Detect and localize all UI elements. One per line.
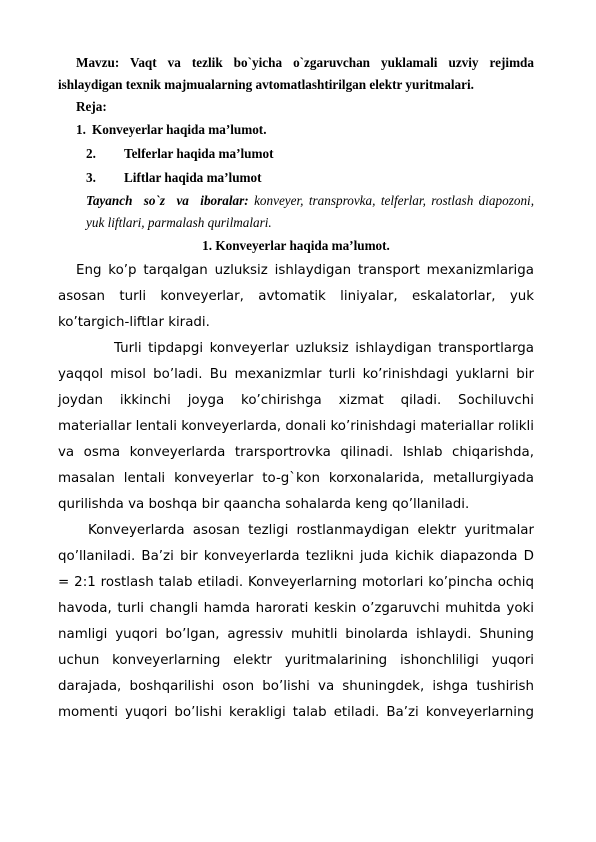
plan-item-label: Liftlar haqida ma’lumot <box>124 170 262 185</box>
topic-heading <box>58 52 534 96</box>
plan-item-2 <box>58 142 534 166</box>
plan-item-number: 2. <box>86 146 96 161</box>
keywords-text: konveyer, transprovka, telferlar, rostlash diapozoni, yuk liftlari, parmalash qurilmalari. <box>86 193 534 230</box>
section-heading: 1. Konveyerlar haqida ma’lumot. <box>202 238 390 253</box>
topic-line-1: Mavzu: Vaqt va tezlik bo`yicha o`zgaruvchan yuklamali uzviy rejimda <box>76 55 534 70</box>
keywords-label: Tayanch so`z va iboralar: <box>86 193 249 208</box>
plan-item-label: Konveyerlar haqida ma’lumot. <box>92 122 267 137</box>
plan-item-number: 3. <box>86 170 96 185</box>
plan-item-3 <box>58 166 534 190</box>
document-page <box>58 52 534 726</box>
plan-item-number: 1. <box>76 122 86 137</box>
plan-item-1 <box>58 118 534 142</box>
topic-line-2: ishlaydigan texnik majmualarning avtomatlashtirilgan elektr yuritmalari. <box>58 77 474 92</box>
plan-title: Reja: <box>76 99 107 114</box>
paragraph-3: Konveyerlarda asosan tezligi rostlanmaydigan elektr yuritmalar qo’llaniladi. Ba’zi bir konveyerlarda tezlikni juda kichik diapazonda D = 2:1 rostlash talab etiladi. Konveyerlarning motorlari ko’pincha ochiq havoda, turli changli hamda harorati keskin o’zgaruvchi muhitda yoki namligi yuqori bo’lgan, agressiv muhitli binolarda ishlaydi. Shuning uchun konveyerlarning elektr yuritmalarining ishonchliligi yuqori darajada, boshqarilishi oson bo’lishi va shuningdek, ishga tushirish momenti yuqori bo’lishi kerakligi talab etiladi. Ba’zi konveyerlarning <box>58 523 534 720</box>
keywords-block <box>86 190 534 234</box>
paragraph-2: Turli tipdapgi konveyerlar uzluksiz ishlaydigan transportlarga yaqqol misol bo’ladi. Bu mexanizmlar turli ko’rinishdagi yuklarni bir joydan ikkinchi joyga ko’chirishga xizmat qiladi. Sochiluvchi materiallar lentali konveyerlarda, donali ko’rinishdagi materiallar rolikli va osma konveyerlarda trarsportrovka qilinadi. Ishlab chiqarishda, masalan lentali konveyerlar to-g`kon korxonalarida, metallurgiyada qurilishda va boshqa bir qaancha sohalarda keng qo’llaniladi. <box>58 341 534 512</box>
plan-item-label: Telferlar haqida ma’lumot <box>124 146 274 161</box>
paragraph-1: Eng ko’p tarqalgan uzluksiz ishlaydigan transport mexanizmlariga asosan turli konveyerlar, avtomatik liniyalar, eskalatorlar, yuk ko’targich-liftlar kiradi. <box>58 263 534 330</box>
